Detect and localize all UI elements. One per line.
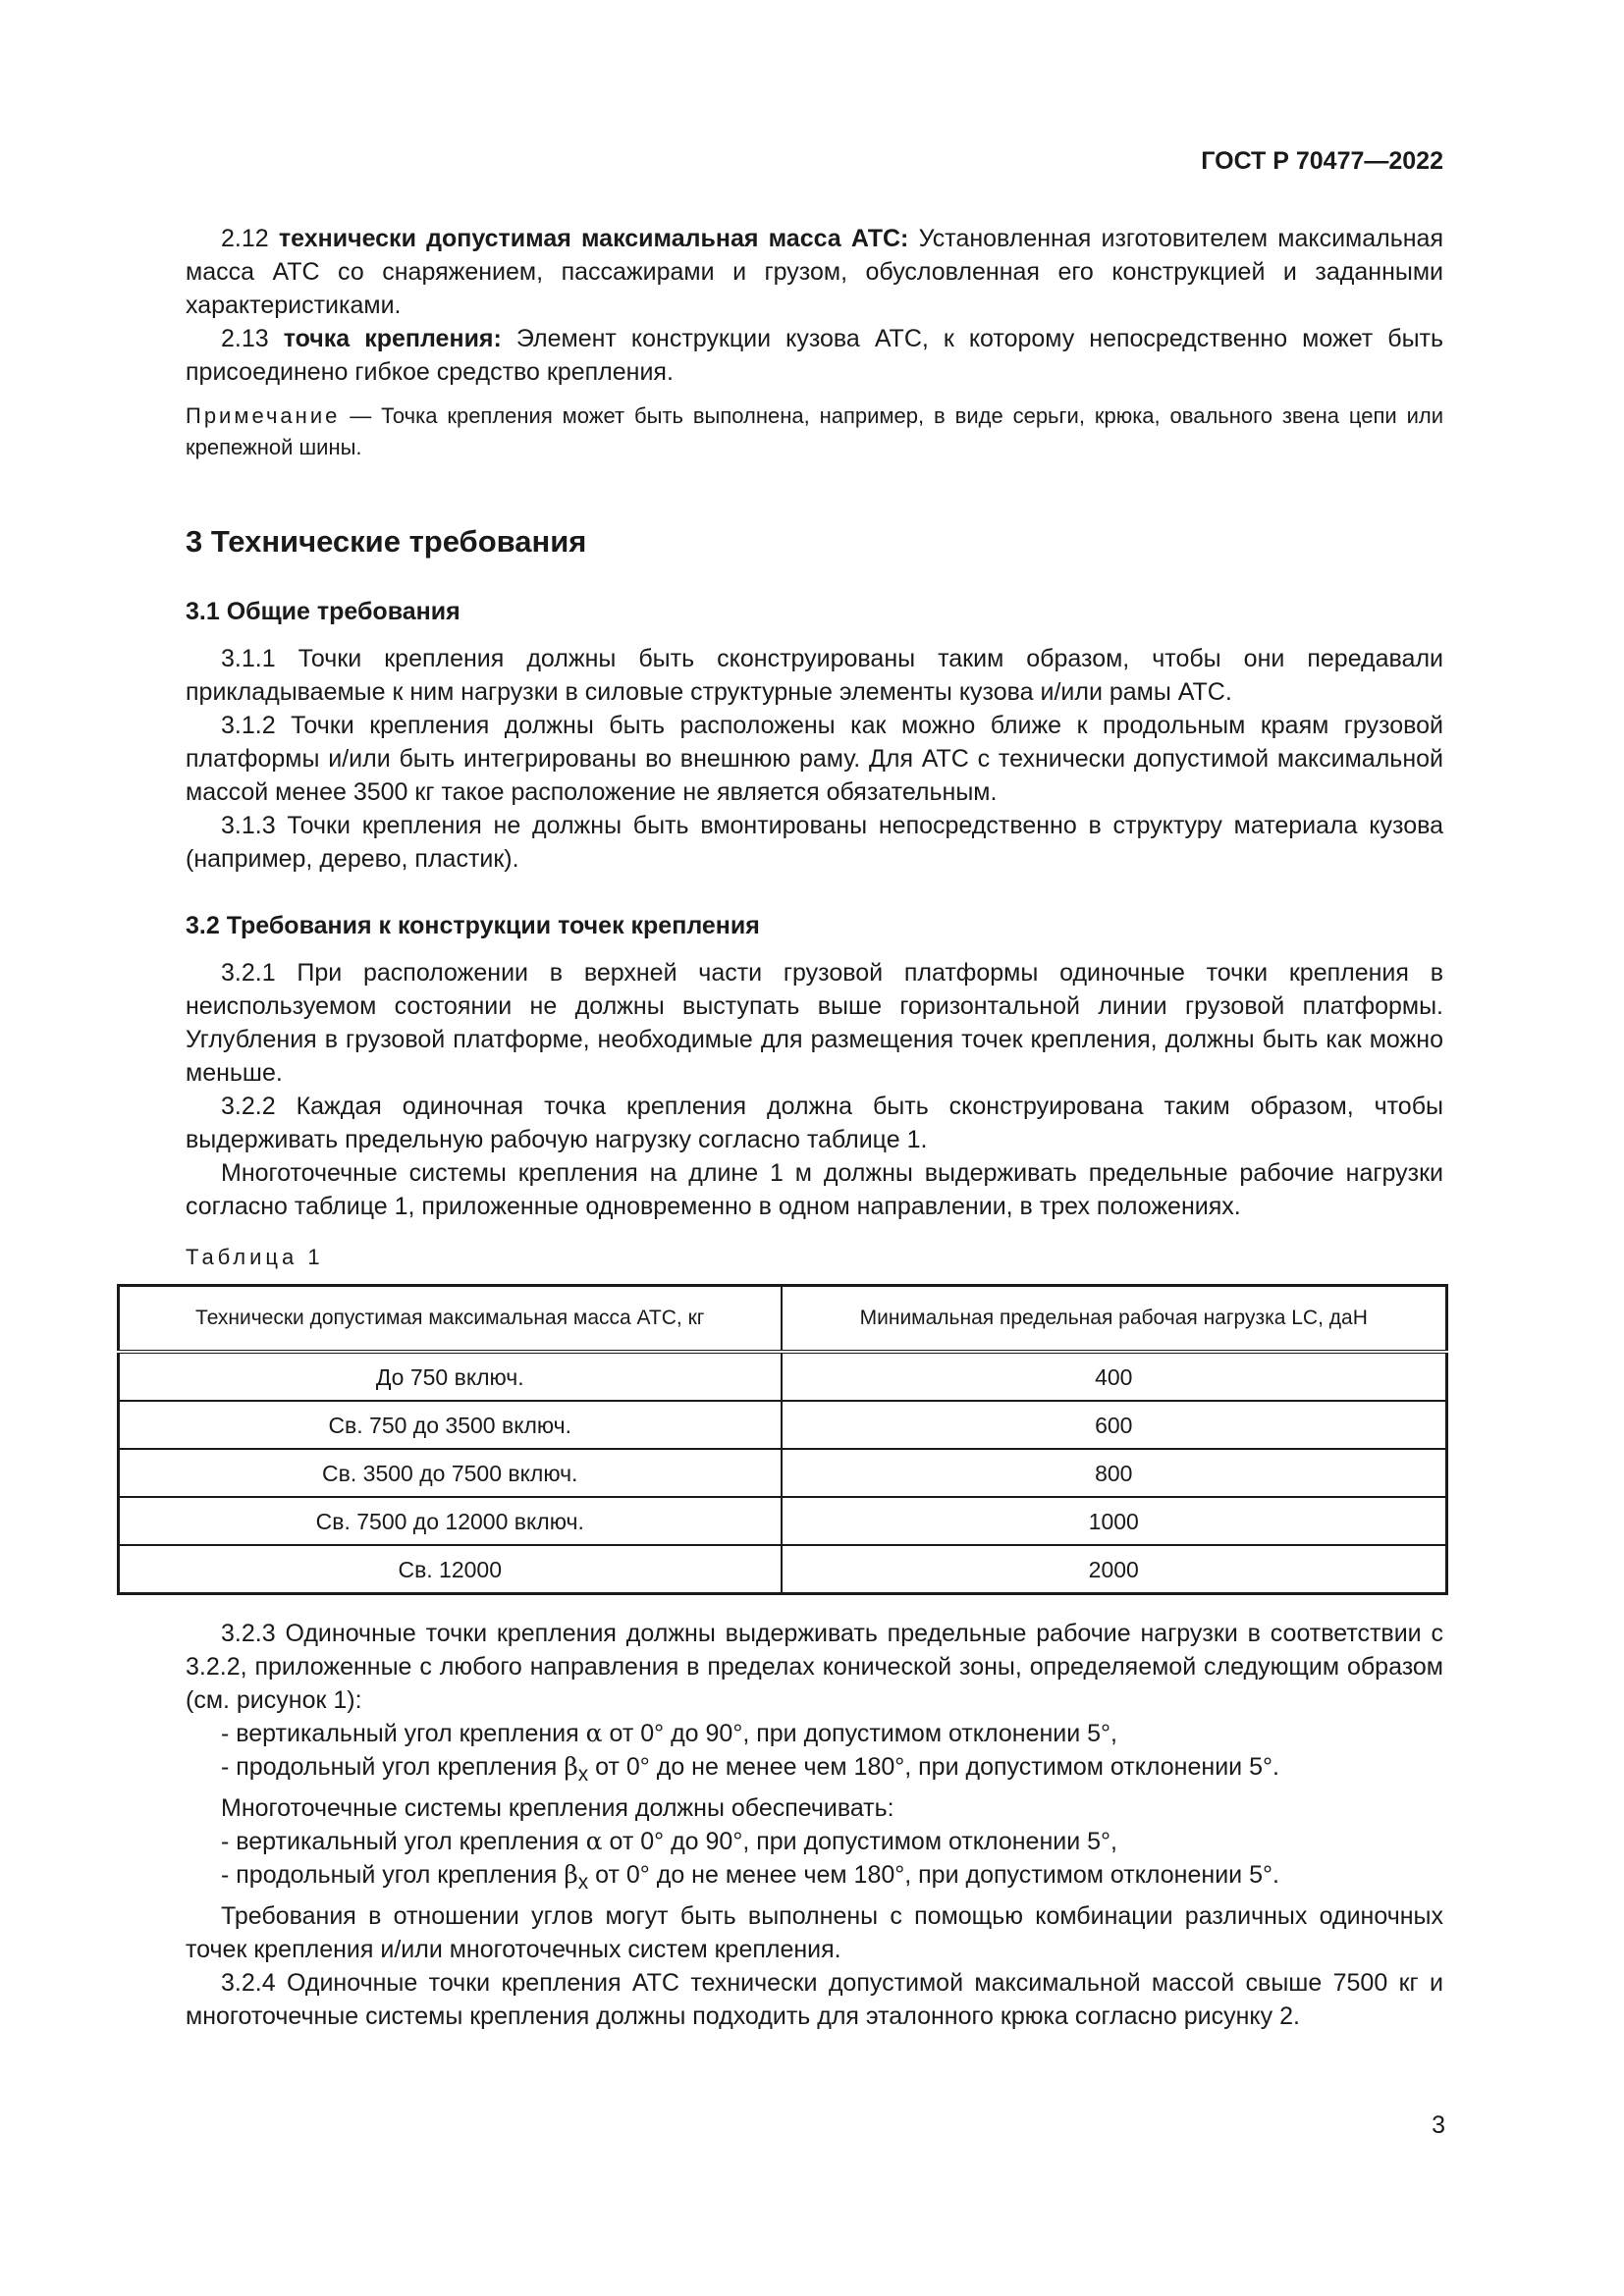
list-text: - вертикальный угол крепления bbox=[221, 1720, 579, 1747]
table-row bbox=[119, 1449, 1447, 1497]
clause-2-13 bbox=[186, 322, 1443, 389]
alpha-symbol: α bbox=[585, 1719, 603, 1747]
definition-text: Элемент конструкции кузова АТС, к которому непосредственно может быть присоединено гибкое средство крепления. bbox=[186, 325, 1444, 386]
cell-load: 1000 bbox=[782, 1497, 1447, 1545]
cell-load: 800 bbox=[782, 1449, 1447, 1497]
cell-mass: Св. 7500 до 12000 включ. bbox=[119, 1497, 782, 1545]
list-text: от 0° до не менее чем 180°, при допустимом отклонении 5°. bbox=[595, 1753, 1279, 1781]
table-row bbox=[119, 1352, 1447, 1401]
cell-load: 400 bbox=[782, 1352, 1447, 1401]
beta-subscript: x bbox=[577, 1871, 589, 1894]
beta-subscript: x bbox=[577, 1763, 589, 1786]
page-content bbox=[186, 222, 1443, 2033]
clause-3-2-4: 3.2.4 Одиночные точки крепления АТС технически допустимой максимальной массой свыше 7500 кг и многоточечные системы крепления должны подходить для эталонного крюка согласно рисунку 2. bbox=[186, 1969, 1443, 2030]
list-item-longitudinal-angle bbox=[186, 1858, 1443, 1899]
list-item-vertical-angle bbox=[186, 1717, 1443, 1750]
cell-mass: Св. 3500 до 7500 включ. bbox=[119, 1449, 782, 1497]
document-header: ГОСТ Р 70477—2022 bbox=[1201, 147, 1443, 175]
cell-load: 600 bbox=[782, 1401, 1447, 1449]
clause-number: 2.13 bbox=[221, 325, 269, 352]
table-header-row bbox=[119, 1286, 1447, 1353]
angles-paragraph: Требования в отношении углов могут быть выполнены с помощью комбинации различных одиночных точек крепления и/или многоточечных систем крепления. bbox=[186, 1902, 1443, 1963]
clause-3-1-1: 3.1.1 Точки крепления должны быть сконструированы таким образом, чтобы они передавали прикладываемые к ним нагрузки в силовые структурные элементы кузова и/или рамы АТС. bbox=[186, 645, 1443, 706]
clause-number: 2.12 bbox=[221, 225, 269, 252]
multipoint-paragraph: Многоточечные системы крепления на длине 1 м должны выдерживать предельные рабочие нагрузки согласно таблице 1, приложенные одновременно в одном направлении, в трех положениях. bbox=[186, 1159, 1443, 1220]
alpha-symbol: α bbox=[585, 1827, 603, 1855]
beta-symbol: β bbox=[564, 1860, 578, 1889]
subsection-3-1-title: 3.1 Общие требования bbox=[186, 598, 460, 625]
subsection-3-2-title: 3.2 Требования к конструкции точек крепления bbox=[186, 912, 760, 939]
cell-mass: Св. 750 до 3500 включ. bbox=[119, 1401, 782, 1449]
clause-3-2-3: 3.2.3 Одиночные точки крепления должны выдерживать предельные рабочие нагрузки в соответствии с 3.2.2, приложенные с любого направления в пределах конической зоны, определяемой следующим образом (см. рисунок 1): bbox=[186, 1620, 1443, 1714]
page-number: 3 bbox=[1432, 2111, 1445, 2139]
list-item-longitudinal-angle bbox=[186, 1750, 1443, 1791]
list-text: - продольный угол крепления bbox=[221, 1753, 558, 1781]
term-definition: точка крепления: bbox=[283, 325, 502, 352]
clause-3-2-2: 3.2.2 Каждая одиночная точка крепления должна быть сконструирована таким образом, чтобы выдерживать предельную рабочую нагрузку согласно таблице 1. bbox=[186, 1093, 1443, 1153]
clause-3-2-1: 3.2.1 При расположении в верхней части грузовой платформы одиночные точки крепления в неиспользуемом состоянии не должны выступать выше горизонтальной линии грузовой платформы. Углубления в грузовой платформе, необходимые для размещения точек крепления, должны быть как можно меньше. bbox=[186, 959, 1443, 1087]
note-label: Примечание bbox=[186, 403, 341, 428]
clause-3-1-3: 3.1.3 Точки крепления не должны быть вмонтированы непосредственно в структуру материала кузова (например, дерево, пластик). bbox=[186, 812, 1443, 873]
column-header-mass: Технически допустимая максимальная масса АТС, кг bbox=[119, 1286, 782, 1353]
clause-2-12 bbox=[186, 222, 1443, 322]
cell-mass: Св. 12000 bbox=[119, 1545, 782, 1594]
list-text: - продольный угол крепления bbox=[221, 1861, 558, 1889]
table-row bbox=[119, 1401, 1447, 1449]
clause-3-1-2: 3.1.2 Точки крепления должны быть расположены как можно ближе к продольным краям грузовой платформы и/или быть интегрированы во внешнюю раму. Для АТС с технически допустимой максимальной массой менее 3500 кг такое расположение не является обязательным. bbox=[186, 712, 1443, 806]
list-text: от 0° до 90°, при допустимом отклонении 5°, bbox=[609, 1720, 1117, 1747]
load-table bbox=[117, 1284, 1448, 1595]
list-text: - вертикальный угол крепления bbox=[221, 1828, 579, 1855]
list-text: от 0° до не менее чем 180°, при допустимом отклонении 5°. bbox=[595, 1861, 1279, 1889]
table-caption: Таблица 1 bbox=[186, 1245, 324, 1269]
column-header-load: Минимальная предельная рабочая нагрузка LC, даН bbox=[782, 1286, 1447, 1353]
table-row bbox=[119, 1497, 1447, 1545]
term-definition: технически допустимая максимальная масса АТС: bbox=[278, 225, 909, 252]
multipoint-requirements: Многоточечные системы крепления должны обеспечивать: bbox=[221, 1794, 894, 1822]
note bbox=[186, 400, 1443, 463]
cell-load: 2000 bbox=[782, 1545, 1447, 1594]
list-text: от 0° до 90°, при допустимом отклонении 5°, bbox=[609, 1828, 1117, 1855]
cell-mass: До 750 включ. bbox=[119, 1352, 782, 1401]
table-row bbox=[119, 1545, 1447, 1594]
beta-symbol: β bbox=[564, 1752, 578, 1781]
note-text: — Точка крепления может быть выполнена, например, в виде серьги, крюка, овального звена цепи или крепежной шины. bbox=[186, 403, 1443, 459]
section-3-title: 3 Технические требования bbox=[186, 524, 587, 559]
definition-text: Установленная изготовителем максимальная масса АТС со снаряжением, пассажирами и грузом, обусловленная его конструкцией и заданными характеристиками. bbox=[186, 225, 1444, 319]
list-item-vertical-angle bbox=[186, 1825, 1443, 1858]
